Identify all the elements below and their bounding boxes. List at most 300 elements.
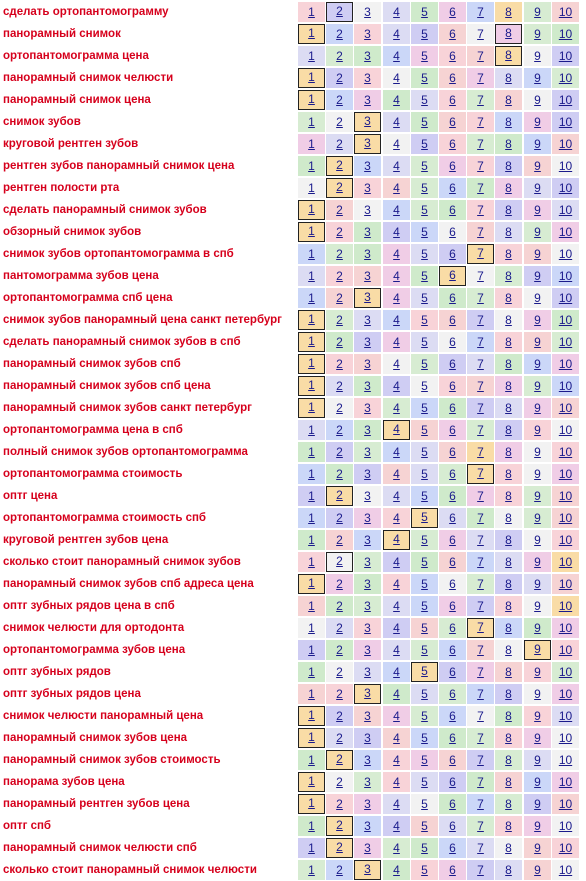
keyword-link[interactable]: панорамный снимок зубов санкт петербург — [3, 402, 252, 414]
keyword-link[interactable]: панорамный снимок — [3, 28, 121, 40]
page-number-link-7[interactable]: 7 — [467, 90, 494, 110]
page-number-link-10[interactable]: 10 — [552, 618, 579, 638]
page-number-link-9[interactable]: 9 — [524, 178, 551, 198]
page-number-link-9[interactable]: 9 — [524, 222, 551, 242]
page-number-link-1[interactable]: 1 — [298, 178, 325, 198]
page-number-link-9[interactable]: 9 — [524, 442, 551, 462]
page-number-link-1[interactable]: 1 — [298, 508, 325, 528]
page-number-link-10[interactable]: 10 — [552, 640, 579, 660]
page-number-link-3[interactable]: 3 — [354, 46, 381, 66]
page-number-link-1[interactable]: 1 — [298, 706, 325, 726]
page-number-link-10[interactable]: 10 — [552, 244, 579, 264]
keyword-link[interactable]: сколько стоит панорамный снимок челюсти — [3, 864, 257, 876]
page-number-link-3[interactable]: 3 — [354, 596, 381, 616]
page-number-link-1[interactable]: 1 — [298, 420, 325, 440]
page-number-link-10[interactable]: 10 — [552, 706, 579, 726]
page-number-link-5[interactable]: 5 — [411, 574, 438, 594]
page-number-link-7[interactable]: 7 — [467, 134, 494, 154]
page-number-link-5[interactable]: 5 — [411, 442, 438, 462]
page-number-link-8[interactable]: 8 — [495, 838, 522, 858]
page-number-link-9[interactable]: 9 — [524, 68, 551, 88]
page-number-link-7[interactable]: 7 — [467, 794, 494, 814]
page-number-link-1[interactable]: 1 — [298, 574, 325, 594]
page-number-link-1[interactable]: 1 — [298, 662, 325, 682]
page-number-link-10[interactable]: 10 — [552, 156, 579, 176]
page-number-link-8[interactable]: 8 — [495, 486, 522, 506]
page-number-link-7[interactable]: 7 — [467, 486, 494, 506]
page-number-link-1[interactable]: 1 — [298, 2, 325, 22]
page-number-link-10[interactable]: 10 — [552, 838, 579, 858]
page-number-link-9[interactable]: 9 — [524, 200, 551, 220]
page-number-link-5[interactable]: 5 — [411, 134, 438, 154]
keyword-link[interactable]: панорама зубов цена — [3, 776, 125, 788]
page-number-link-3[interactable]: 3 — [354, 112, 381, 132]
page-number-link-7[interactable]: 7 — [467, 574, 494, 594]
keyword-link[interactable]: сделать ортопантомограмму — [3, 6, 169, 18]
page-number-link-4[interactable]: 4 — [383, 464, 410, 484]
page-number-link-10[interactable]: 10 — [552, 134, 579, 154]
page-number-link-1[interactable]: 1 — [298, 794, 325, 814]
page-number-link-2[interactable]: 2 — [326, 552, 353, 572]
keyword-link[interactable]: снимок челюсти панорамный цена — [3, 710, 204, 722]
page-number-link-6[interactable]: 6 — [439, 112, 466, 132]
page-number-link-2[interactable]: 2 — [326, 706, 353, 726]
page-number-link-4[interactable]: 4 — [383, 134, 410, 154]
page-number-link-7[interactable]: 7 — [467, 2, 494, 22]
page-number-link-9[interactable]: 9 — [524, 24, 551, 44]
page-number-link-8[interactable]: 8 — [495, 750, 522, 770]
page-number-link-5[interactable]: 5 — [411, 750, 438, 770]
page-number-link-2[interactable]: 2 — [326, 838, 353, 858]
page-number-link-4[interactable]: 4 — [383, 684, 410, 704]
page-number-link-6[interactable]: 6 — [439, 442, 466, 462]
page-number-link-3[interactable]: 3 — [354, 728, 381, 748]
keyword-link[interactable]: ортопантомограмма зубов цена — [3, 644, 186, 656]
page-number-link-4[interactable]: 4 — [383, 24, 410, 44]
page-number-link-5[interactable]: 5 — [411, 376, 438, 396]
page-number-link-4[interactable]: 4 — [383, 706, 410, 726]
page-number-link-2[interactable]: 2 — [326, 332, 353, 352]
page-number-link-7[interactable]: 7 — [467, 662, 494, 682]
page-number-link-9[interactable]: 9 — [524, 244, 551, 264]
page-number-link-4[interactable]: 4 — [383, 662, 410, 682]
page-number-link-6[interactable]: 6 — [439, 640, 466, 660]
page-number-link-5[interactable]: 5 — [411, 112, 438, 132]
page-number-link-8[interactable]: 8 — [495, 178, 522, 198]
page-number-link-5[interactable]: 5 — [411, 794, 438, 814]
page-number-link-7[interactable]: 7 — [467, 266, 494, 286]
page-number-link-2[interactable]: 2 — [326, 860, 353, 880]
page-number-link-6[interactable]: 6 — [439, 420, 466, 440]
page-number-link-3[interactable]: 3 — [354, 684, 381, 704]
page-number-link-5[interactable]: 5 — [411, 772, 438, 792]
page-number-link-1[interactable]: 1 — [298, 288, 325, 308]
page-number-link-6[interactable]: 6 — [439, 750, 466, 770]
page-number-link-5[interactable]: 5 — [411, 816, 438, 836]
page-number-link-6[interactable]: 6 — [439, 90, 466, 110]
page-number-link-9[interactable]: 9 — [524, 706, 551, 726]
keyword-link[interactable]: снимок зубов панорамный цена санкт петербург — [3, 314, 282, 326]
page-number-link-9[interactable]: 9 — [524, 772, 551, 792]
page-number-link-9[interactable]: 9 — [524, 596, 551, 616]
page-number-link-9[interactable]: 9 — [524, 112, 551, 132]
page-number-link-5[interactable]: 5 — [411, 508, 438, 528]
page-number-link-3[interactable]: 3 — [354, 816, 381, 836]
page-number-link-5[interactable]: 5 — [411, 222, 438, 242]
page-number-link-3[interactable]: 3 — [354, 68, 381, 88]
page-number-link-6[interactable]: 6 — [439, 860, 466, 880]
page-number-link-4[interactable]: 4 — [383, 772, 410, 792]
page-number-link-6[interactable]: 6 — [439, 574, 466, 594]
page-number-link-8[interactable]: 8 — [495, 156, 522, 176]
page-number-link-2[interactable]: 2 — [326, 310, 353, 330]
keyword-link[interactable]: оптг спб — [3, 820, 52, 832]
page-number-link-5[interactable]: 5 — [411, 2, 438, 22]
page-number-link-3[interactable]: 3 — [354, 332, 381, 352]
page-number-link-1[interactable]: 1 — [298, 244, 325, 264]
page-number-link-2[interactable]: 2 — [326, 816, 353, 836]
keyword-link[interactable]: панорамный снимок зубов спб цена — [3, 380, 211, 392]
keyword-link[interactable]: снимок зубов ортопантомограмма в спб — [3, 248, 234, 260]
page-number-link-3[interactable]: 3 — [354, 552, 381, 572]
page-number-link-2[interactable]: 2 — [326, 200, 353, 220]
page-number-link-2[interactable]: 2 — [326, 288, 353, 308]
page-number-link-7[interactable]: 7 — [467, 24, 494, 44]
keyword-link[interactable]: ортопантомограмма цена — [3, 50, 149, 62]
page-number-link-1[interactable]: 1 — [298, 200, 325, 220]
page-number-link-10[interactable]: 10 — [552, 266, 579, 286]
page-number-link-5[interactable]: 5 — [411, 464, 438, 484]
page-number-link-7[interactable]: 7 — [467, 706, 494, 726]
page-number-link-9[interactable]: 9 — [524, 376, 551, 396]
page-number-link-8[interactable]: 8 — [495, 2, 522, 22]
page-number-link-4[interactable]: 4 — [383, 442, 410, 462]
page-number-link-9[interactable]: 9 — [524, 618, 551, 638]
page-number-link-7[interactable]: 7 — [467, 838, 494, 858]
page-number-link-6[interactable]: 6 — [439, 772, 466, 792]
page-number-link-6[interactable]: 6 — [439, 662, 466, 682]
page-number-link-10[interactable]: 10 — [552, 46, 579, 66]
page-number-link-9[interactable]: 9 — [524, 354, 551, 374]
page-number-link-6[interactable]: 6 — [439, 794, 466, 814]
page-number-link-7[interactable]: 7 — [467, 860, 494, 880]
page-number-link-1[interactable]: 1 — [298, 310, 325, 330]
page-number-link-10[interactable]: 10 — [552, 552, 579, 572]
page-number-link-1[interactable]: 1 — [298, 90, 325, 110]
page-number-link-8[interactable]: 8 — [495, 728, 522, 748]
page-number-link-3[interactable]: 3 — [354, 266, 381, 286]
page-number-link-3[interactable]: 3 — [354, 376, 381, 396]
page-number-link-10[interactable]: 10 — [552, 200, 579, 220]
page-number-link-6[interactable]: 6 — [439, 134, 466, 154]
page-number-link-9[interactable]: 9 — [524, 552, 551, 572]
page-number-link-7[interactable]: 7 — [467, 178, 494, 198]
keyword-link[interactable]: оптг зубных рядов — [3, 666, 111, 678]
page-number-link-2[interactable]: 2 — [326, 244, 353, 264]
page-number-link-3[interactable]: 3 — [354, 464, 381, 484]
page-number-link-2[interactable]: 2 — [326, 376, 353, 396]
page-number-link-5[interactable]: 5 — [411, 662, 438, 682]
page-number-link-5[interactable]: 5 — [411, 640, 438, 660]
page-number-link-2[interactable]: 2 — [326, 24, 353, 44]
page-number-link-4[interactable]: 4 — [383, 200, 410, 220]
page-number-link-2[interactable]: 2 — [326, 640, 353, 660]
page-number-link-1[interactable]: 1 — [298, 618, 325, 638]
page-number-link-1[interactable]: 1 — [298, 442, 325, 462]
page-number-link-4[interactable]: 4 — [383, 266, 410, 286]
page-number-link-3[interactable]: 3 — [354, 420, 381, 440]
page-number-link-9[interactable]: 9 — [524, 530, 551, 550]
page-number-link-8[interactable]: 8 — [495, 618, 522, 638]
keyword-link[interactable]: панорамный снимок зубов стоимость — [3, 754, 221, 766]
page-number-link-6[interactable]: 6 — [439, 684, 466, 704]
page-number-link-6[interactable]: 6 — [439, 376, 466, 396]
page-number-link-1[interactable]: 1 — [298, 596, 325, 616]
page-number-link-1[interactable]: 1 — [298, 266, 325, 286]
keyword-link[interactable]: рентген полости рта — [3, 182, 120, 194]
page-number-link-1[interactable]: 1 — [298, 222, 325, 242]
page-number-link-3[interactable]: 3 — [354, 244, 381, 264]
page-number-link-1[interactable]: 1 — [298, 728, 325, 748]
page-number-link-8[interactable]: 8 — [495, 552, 522, 572]
keyword-link[interactable]: круговой рентген зубов цена — [3, 534, 169, 546]
page-number-link-5[interactable]: 5 — [411, 706, 438, 726]
page-number-link-9[interactable]: 9 — [524, 332, 551, 352]
page-number-link-4[interactable]: 4 — [383, 860, 410, 880]
page-number-link-4[interactable]: 4 — [383, 112, 410, 132]
page-number-link-2[interactable]: 2 — [326, 46, 353, 66]
page-number-link-9[interactable]: 9 — [524, 398, 551, 418]
page-number-link-4[interactable]: 4 — [383, 816, 410, 836]
page-number-link-2[interactable]: 2 — [326, 398, 353, 418]
page-number-link-9[interactable]: 9 — [524, 420, 551, 440]
page-number-link-3[interactable]: 3 — [354, 134, 381, 154]
page-number-link-7[interactable]: 7 — [467, 310, 494, 330]
page-number-link-2[interactable]: 2 — [326, 530, 353, 550]
page-number-link-5[interactable]: 5 — [411, 288, 438, 308]
page-number-link-3[interactable]: 3 — [354, 530, 381, 550]
page-number-link-1[interactable]: 1 — [298, 464, 325, 484]
page-number-link-8[interactable]: 8 — [495, 860, 522, 880]
page-number-link-4[interactable]: 4 — [383, 222, 410, 242]
page-number-link-2[interactable]: 2 — [326, 596, 353, 616]
page-number-link-4[interactable]: 4 — [383, 728, 410, 748]
page-number-link-5[interactable]: 5 — [411, 332, 438, 352]
keyword-link[interactable]: сколько стоит панорамный снимок зубов — [3, 556, 241, 568]
page-number-link-10[interactable]: 10 — [552, 376, 579, 396]
page-number-link-10[interactable]: 10 — [552, 420, 579, 440]
page-number-link-6[interactable]: 6 — [439, 24, 466, 44]
keyword-link[interactable]: ортопантомограмма стоимость — [3, 468, 183, 480]
page-number-link-3[interactable]: 3 — [354, 398, 381, 418]
page-number-link-5[interactable]: 5 — [411, 618, 438, 638]
page-number-link-7[interactable]: 7 — [467, 156, 494, 176]
page-number-link-10[interactable]: 10 — [552, 794, 579, 814]
page-number-link-2[interactable]: 2 — [326, 684, 353, 704]
page-number-link-8[interactable]: 8 — [495, 574, 522, 594]
page-number-link-5[interactable]: 5 — [411, 156, 438, 176]
page-number-link-3[interactable]: 3 — [354, 750, 381, 770]
page-number-link-8[interactable]: 8 — [495, 332, 522, 352]
page-number-link-10[interactable]: 10 — [552, 288, 579, 308]
keyword-link[interactable]: снимок челюсти для ортодонта — [3, 622, 185, 634]
page-number-link-9[interactable]: 9 — [524, 574, 551, 594]
page-number-link-9[interactable]: 9 — [524, 508, 551, 528]
page-number-link-7[interactable]: 7 — [467, 596, 494, 616]
page-number-link-4[interactable]: 4 — [383, 244, 410, 264]
page-number-link-4[interactable]: 4 — [383, 574, 410, 594]
page-number-link-10[interactable]: 10 — [552, 486, 579, 506]
page-number-link-2[interactable]: 2 — [326, 354, 353, 374]
keyword-link[interactable]: панорамный снимок зубов цена — [3, 732, 188, 744]
page-number-link-5[interactable]: 5 — [411, 178, 438, 198]
page-number-link-9[interactable]: 9 — [524, 310, 551, 330]
page-number-link-10[interactable]: 10 — [552, 772, 579, 792]
page-number-link-6[interactable]: 6 — [439, 288, 466, 308]
page-number-link-4[interactable]: 4 — [383, 2, 410, 22]
page-number-link-8[interactable]: 8 — [495, 288, 522, 308]
page-number-link-10[interactable]: 10 — [552, 816, 579, 836]
page-number-link-10[interactable]: 10 — [552, 728, 579, 748]
page-number-link-8[interactable]: 8 — [495, 222, 522, 242]
page-number-link-9[interactable]: 9 — [524, 486, 551, 506]
page-number-link-10[interactable]: 10 — [552, 112, 579, 132]
page-number-link-8[interactable]: 8 — [495, 46, 522, 66]
page-number-link-1[interactable]: 1 — [298, 46, 325, 66]
page-number-link-4[interactable]: 4 — [383, 46, 410, 66]
page-number-link-2[interactable]: 2 — [326, 772, 353, 792]
page-number-link-6[interactable]: 6 — [439, 156, 466, 176]
page-number-link-1[interactable]: 1 — [298, 24, 325, 44]
page-number-link-9[interactable]: 9 — [524, 794, 551, 814]
page-number-link-5[interactable]: 5 — [411, 838, 438, 858]
page-number-link-5[interactable]: 5 — [411, 420, 438, 440]
page-number-link-7[interactable]: 7 — [467, 200, 494, 220]
page-number-link-2[interactable]: 2 — [326, 178, 353, 198]
page-number-link-9[interactable]: 9 — [524, 684, 551, 704]
page-number-link-6[interactable]: 6 — [439, 2, 466, 22]
page-number-link-4[interactable]: 4 — [383, 640, 410, 660]
keyword-link[interactable]: сделать панорамный снимок зубов — [3, 204, 207, 216]
keyword-link[interactable]: панорамный снимок челюсти — [3, 72, 174, 84]
page-number-link-6[interactable]: 6 — [439, 508, 466, 528]
page-number-link-4[interactable]: 4 — [383, 156, 410, 176]
page-number-link-1[interactable]: 1 — [298, 838, 325, 858]
page-number-link-2[interactable]: 2 — [326, 574, 353, 594]
keyword-link[interactable]: оптг зубных рядов цена в спб — [3, 600, 175, 612]
page-number-link-1[interactable]: 1 — [298, 772, 325, 792]
page-number-link-10[interactable]: 10 — [552, 684, 579, 704]
page-number-link-3[interactable]: 3 — [354, 794, 381, 814]
page-number-link-10[interactable]: 10 — [552, 24, 579, 44]
page-number-link-4[interactable]: 4 — [383, 288, 410, 308]
page-number-link-10[interactable]: 10 — [552, 310, 579, 330]
keyword-link[interactable]: панорамный рентген зубов цена — [3, 798, 190, 810]
page-number-link-8[interactable]: 8 — [495, 68, 522, 88]
page-number-link-7[interactable]: 7 — [467, 288, 494, 308]
keyword-link[interactable]: ортопантомограмма стоимость спб — [3, 512, 207, 524]
page-number-link-9[interactable]: 9 — [524, 750, 551, 770]
page-number-link-8[interactable]: 8 — [495, 200, 522, 220]
page-number-link-5[interactable]: 5 — [411, 684, 438, 704]
page-number-link-9[interactable]: 9 — [524, 816, 551, 836]
page-number-link-2[interactable]: 2 — [326, 68, 353, 88]
page-number-link-7[interactable]: 7 — [467, 354, 494, 374]
page-number-link-7[interactable]: 7 — [467, 68, 494, 88]
page-number-link-5[interactable]: 5 — [411, 486, 438, 506]
keyword-link[interactable]: полный снимок зубов ортопантомограмма — [3, 446, 248, 458]
page-number-link-3[interactable]: 3 — [354, 90, 381, 110]
page-number-link-4[interactable]: 4 — [383, 596, 410, 616]
page-number-link-8[interactable]: 8 — [495, 772, 522, 792]
page-number-link-6[interactable]: 6 — [439, 838, 466, 858]
page-number-link-5[interactable]: 5 — [411, 728, 438, 748]
page-number-link-1[interactable]: 1 — [298, 398, 325, 418]
page-number-link-1[interactable]: 1 — [298, 816, 325, 836]
page-number-link-4[interactable]: 4 — [383, 178, 410, 198]
page-number-link-3[interactable]: 3 — [354, 618, 381, 638]
page-number-link-3[interactable]: 3 — [354, 662, 381, 682]
page-number-link-10[interactable]: 10 — [552, 662, 579, 682]
page-number-link-8[interactable]: 8 — [495, 706, 522, 726]
page-number-link-2[interactable]: 2 — [326, 112, 353, 132]
page-number-link-9[interactable]: 9 — [524, 2, 551, 22]
page-number-link-5[interactable]: 5 — [411, 552, 438, 572]
page-number-link-8[interactable]: 8 — [495, 244, 522, 264]
page-number-link-7[interactable]: 7 — [467, 112, 494, 132]
page-number-link-1[interactable]: 1 — [298, 68, 325, 88]
page-number-link-7[interactable]: 7 — [467, 552, 494, 572]
page-number-link-6[interactable]: 6 — [439, 244, 466, 264]
page-number-link-4[interactable]: 4 — [383, 376, 410, 396]
page-number-link-2[interactable]: 2 — [326, 794, 353, 814]
keyword-link[interactable]: круговой рентген зубов — [3, 138, 139, 150]
page-number-link-5[interactable]: 5 — [411, 530, 438, 550]
page-number-link-5[interactable]: 5 — [411, 68, 438, 88]
page-number-link-1[interactable]: 1 — [298, 134, 325, 154]
page-number-link-4[interactable]: 4 — [383, 310, 410, 330]
page-number-link-2[interactable]: 2 — [326, 728, 353, 748]
page-number-link-4[interactable]: 4 — [383, 838, 410, 858]
page-number-link-9[interactable]: 9 — [524, 464, 551, 484]
page-number-link-7[interactable]: 7 — [467, 728, 494, 748]
page-number-link-2[interactable]: 2 — [326, 464, 353, 484]
page-number-link-10[interactable]: 10 — [552, 530, 579, 550]
page-number-link-2[interactable]: 2 — [326, 442, 353, 462]
page-number-link-2[interactable]: 2 — [326, 222, 353, 242]
page-number-link-7[interactable]: 7 — [467, 420, 494, 440]
page-number-link-10[interactable]: 10 — [552, 596, 579, 616]
page-number-link-6[interactable]: 6 — [439, 618, 466, 638]
page-number-link-8[interactable]: 8 — [495, 134, 522, 154]
keyword-link[interactable]: ортопантомограмма спб цена — [3, 292, 173, 304]
page-number-link-1[interactable]: 1 — [298, 750, 325, 770]
page-number-link-10[interactable]: 10 — [552, 508, 579, 528]
page-number-link-7[interactable]: 7 — [467, 464, 494, 484]
page-number-link-7[interactable]: 7 — [467, 618, 494, 638]
page-number-link-10[interactable]: 10 — [552, 332, 579, 352]
page-number-link-2[interactable]: 2 — [326, 618, 353, 638]
page-number-link-8[interactable]: 8 — [495, 816, 522, 836]
page-number-link-2[interactable]: 2 — [326, 2, 353, 22]
page-number-link-1[interactable]: 1 — [298, 354, 325, 374]
page-number-link-7[interactable]: 7 — [467, 244, 494, 264]
page-number-link-3[interactable]: 3 — [354, 860, 381, 880]
page-number-link-3[interactable]: 3 — [354, 486, 381, 506]
page-number-link-3[interactable]: 3 — [354, 772, 381, 792]
page-number-link-4[interactable]: 4 — [383, 68, 410, 88]
page-number-link-9[interactable]: 9 — [524, 288, 551, 308]
